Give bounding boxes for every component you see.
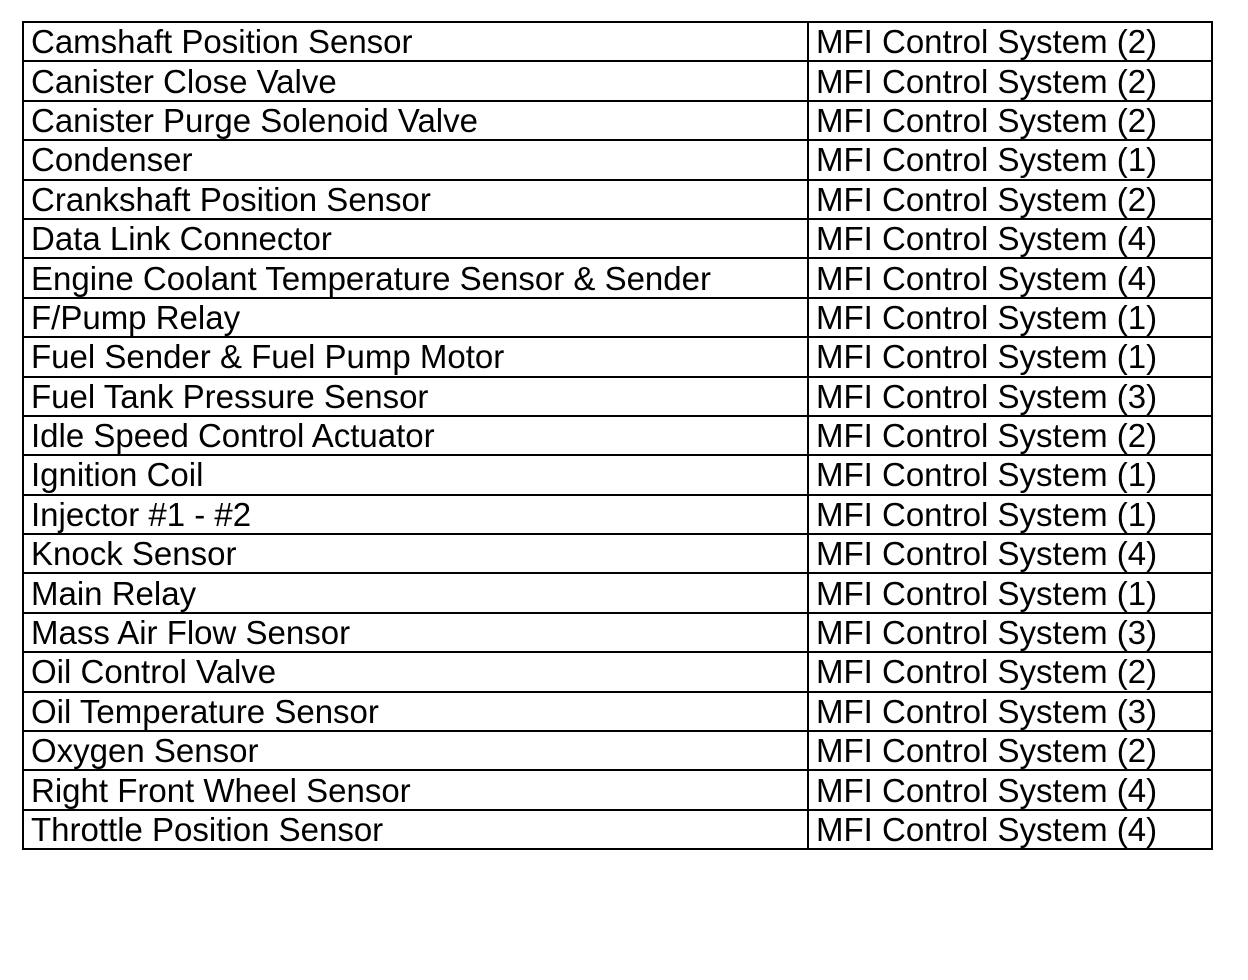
component-name-cell: Crankshaft Position Sensor [23,180,808,219]
system-location-cell: MFI Control System (4) [808,810,1212,849]
table-body [23,22,1212,849]
table-row [23,613,1212,652]
component-name-cell: Throttle Position Sensor [23,810,808,849]
table-row [23,298,1212,337]
component-name-cell: Oxygen Sensor [23,731,808,770]
component-name-cell: Oil Control Valve [23,652,808,691]
component-name-cell: Data Link Connector [23,219,808,258]
system-location-cell: MFI Control System (2) [808,180,1212,219]
table-row [23,258,1212,297]
table-row [23,180,1212,219]
table-row [23,61,1212,100]
system-location-cell: MFI Control System (2) [808,416,1212,455]
system-location-cell: MFI Control System (3) [808,377,1212,416]
system-location-cell: MFI Control System (2) [808,101,1212,140]
system-location-cell: MFI Control System (2) [808,22,1212,61]
table-row [23,219,1212,258]
table-row [23,810,1212,849]
system-location-cell: MFI Control System (1) [808,140,1212,179]
table-row [23,731,1212,770]
component-name-cell: Fuel Tank Pressure Sensor [23,377,808,416]
component-name-cell: Knock Sensor [23,534,808,573]
table-row [23,377,1212,416]
table-row [23,573,1212,612]
component-name-cell: Mass Air Flow Sensor [23,613,808,652]
table-row [23,101,1212,140]
component-name-cell: Engine Coolant Temperature Sensor & Sender [23,258,808,297]
component-name-cell: F/Pump Relay [23,298,808,337]
table-row [23,534,1212,573]
component-name-cell: Condenser [23,140,808,179]
system-location-cell: MFI Control System (4) [808,258,1212,297]
system-location-cell: MFI Control System (2) [808,731,1212,770]
table-row [23,495,1212,534]
table-row [23,416,1212,455]
system-location-cell: MFI Control System (3) [808,692,1212,731]
system-location-cell: MFI Control System (1) [808,337,1212,376]
table-row [23,22,1212,61]
system-location-cell: MFI Control System (4) [808,534,1212,573]
system-location-cell: MFI Control System (4) [808,770,1212,809]
table-row [23,140,1212,179]
system-location-cell: MFI Control System (2) [808,652,1212,691]
component-name-cell: Canister Purge Solenoid Valve [23,101,808,140]
component-name-cell: Camshaft Position Sensor [23,22,808,61]
component-location-table [22,21,1213,850]
table-row [23,770,1212,809]
table-row [23,455,1212,494]
component-name-cell: Canister Close Valve [23,61,808,100]
component-name-cell: Ignition Coil [23,455,808,494]
component-name-cell: Main Relay [23,573,808,612]
system-location-cell: MFI Control System (1) [808,495,1212,534]
component-name-cell: Fuel Sender & Fuel Pump Motor [23,337,808,376]
system-location-cell: MFI Control System (3) [808,613,1212,652]
system-location-cell: MFI Control System (2) [808,61,1212,100]
system-location-cell: MFI Control System (1) [808,298,1212,337]
system-location-cell: MFI Control System (1) [808,455,1212,494]
table-row [23,692,1212,731]
table-row [23,337,1212,376]
system-location-cell: MFI Control System (4) [808,219,1212,258]
component-name-cell: Oil Temperature Sensor [23,692,808,731]
system-location-cell: MFI Control System (1) [808,573,1212,612]
component-name-cell: Idle Speed Control Actuator [23,416,808,455]
table-row [23,652,1212,691]
component-name-cell: Injector #1 - #2 [23,495,808,534]
component-name-cell: Right Front Wheel Sensor [23,770,808,809]
